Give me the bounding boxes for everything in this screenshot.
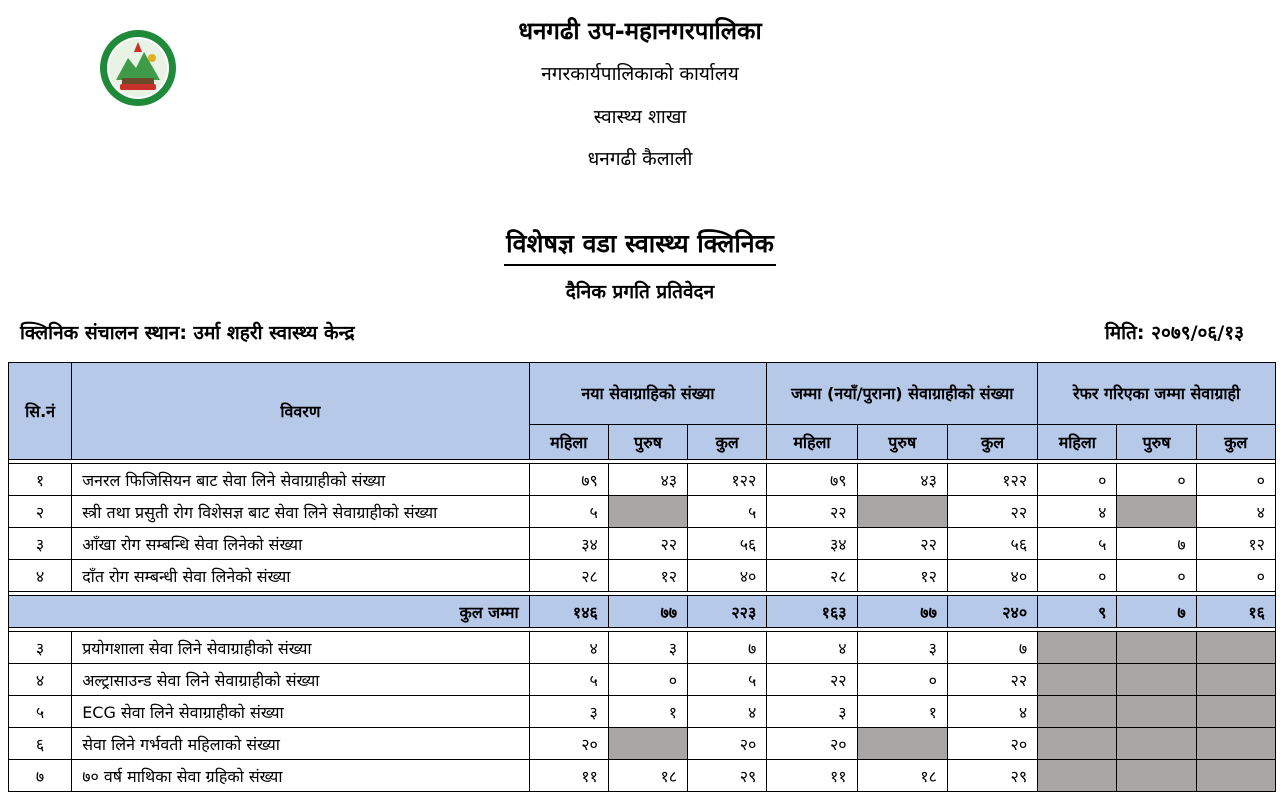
cell-value: २०: [688, 728, 767, 760]
cell-not-applicable: [1196, 728, 1275, 760]
progress-report-table: [8, 362, 1276, 792]
cell-not-applicable: [1117, 696, 1196, 728]
cell-value: ७: [1117, 528, 1196, 560]
cell-value: २९: [947, 760, 1037, 792]
row-desc: प्रयोगशाला सेवा लिने सेवाग्राहीको संख्या: [72, 632, 529, 664]
cell-value: २२: [767, 664, 857, 696]
cell-value: ३: [767, 696, 857, 728]
sub-header-male: पुरुष: [1117, 425, 1196, 460]
cell-not-applicable: [1117, 664, 1196, 696]
cell-value: ५: [688, 496, 767, 528]
sub-header-female: महिला: [1038, 425, 1117, 460]
sub-header-female: महिला: [767, 425, 857, 460]
total-value: १४६: [529, 596, 608, 628]
sub-header-male: पुरुष: [608, 425, 687, 460]
cell-value: २२: [857, 528, 947, 560]
group-header-refer: रेफर गरिएका जम्मा सेवाग्राही: [1038, 363, 1276, 425]
cell-not-applicable: [1196, 760, 1275, 792]
cell-value: १८: [608, 760, 687, 792]
total-value: ९: [1038, 596, 1117, 628]
row-desc: ECG सेवा लिने सेवाग्राहीको संख्या: [72, 696, 529, 728]
table-row: [9, 728, 1276, 760]
cell-value: ०: [857, 664, 947, 696]
table-row: [9, 760, 1276, 792]
cell-not-applicable: [1038, 696, 1117, 728]
cell-not-applicable: [1038, 632, 1117, 664]
office-name: नगरकार्यपालिकाको कार्यालय: [541, 63, 739, 85]
cell-value: ३४: [767, 528, 857, 560]
cell-value: ५: [529, 664, 608, 696]
clinic-location: क्लिनिक संचालन स्थान: उर्मा शहरी स्वास्थ्य केन्द्र: [20, 322, 355, 344]
cell-value: १: [608, 696, 687, 728]
cell-not-applicable: [1196, 696, 1275, 728]
sub-header-total: कुल: [688, 425, 767, 460]
cell-value: ०: [1117, 560, 1196, 592]
table-row: [9, 496, 1276, 528]
total-value: ७७: [608, 596, 687, 628]
cell-value: २०: [529, 728, 608, 760]
cell-not-applicable: [1117, 760, 1196, 792]
cell-value: १२२: [947, 464, 1037, 496]
sub-header-female: महिला: [529, 425, 608, 460]
row-desc: ७० वर्ष माथिका सेवा ग्रहिको संख्या: [72, 760, 529, 792]
cell-value: ०: [1196, 464, 1275, 496]
cell-not-applicable: [1117, 496, 1196, 528]
cell-value: २८: [767, 560, 857, 592]
cell-value: ४: [1196, 496, 1275, 528]
cell-value: ५६: [688, 528, 767, 560]
clinic-title: [0, 226, 1280, 260]
row-sn: ३: [9, 632, 72, 664]
row-desc: स्त्री तथा प्रसुती रोग विशेसज्ञ बाट सेवा लिने सेवाग्राहीको संख्या: [72, 496, 529, 528]
cell-value: २०: [767, 728, 857, 760]
cell-value: २९: [688, 760, 767, 792]
col-header-sn: सि.नं: [9, 363, 72, 460]
row-sn: ४: [9, 560, 72, 592]
cell-value: ७९: [767, 464, 857, 496]
cell-not-applicable: [1196, 664, 1275, 696]
group-header-total: जम्मा (नयाँ/पुराना) सेवाग्राहीको संख्या: [767, 363, 1038, 425]
total-value: १६३: [767, 596, 857, 628]
cell-value: ४: [688, 696, 767, 728]
sub-header-total: कुल: [1196, 425, 1275, 460]
cell-value: १८: [857, 760, 947, 792]
table-row: [9, 632, 1276, 664]
cell-value: १२२: [688, 464, 767, 496]
row-sn: ६: [9, 728, 72, 760]
cell-value: ११: [767, 760, 857, 792]
row-sn: ३: [9, 528, 72, 560]
cell-not-applicable: [1038, 760, 1117, 792]
total-row: [9, 596, 1276, 628]
row-desc: दाँत रोग सम्बन्धी सेवा लिनेको संख्या: [72, 560, 529, 592]
row-desc: आँखा रोग सम्बन्धि सेवा लिनेको संख्या: [72, 528, 529, 560]
cell-value: ०: [1117, 464, 1196, 496]
cell-value: ३४: [529, 528, 608, 560]
cell-value: २२: [767, 496, 857, 528]
cell-not-applicable: [1117, 632, 1196, 664]
cell-not-applicable: [857, 496, 947, 528]
clinic-title-text: विशेषज्ञ वडा स्वास्थ्य क्लिनिक: [504, 229, 776, 266]
cell-value: ५६: [947, 528, 1037, 560]
cell-value: ४३: [857, 464, 947, 496]
col-header-desc: विवरण: [72, 363, 529, 460]
cell-not-applicable: [1196, 632, 1275, 664]
sub-header-total: कुल: [947, 425, 1037, 460]
cell-value: ४: [947, 696, 1037, 728]
row-sn: ७: [9, 760, 72, 792]
cell-value: १२: [1196, 528, 1275, 560]
total-value: २४०: [947, 596, 1037, 628]
cell-value: ०: [1038, 560, 1117, 592]
cell-value: ४: [529, 632, 608, 664]
table-row: [9, 560, 1276, 592]
cell-value: ५: [529, 496, 608, 528]
cell-value: ४: [1038, 496, 1117, 528]
address: धनगढी कैलाली: [587, 148, 693, 170]
row-sn: १: [9, 464, 72, 496]
row-sn: २: [9, 496, 72, 528]
cell-value: २२: [947, 664, 1037, 696]
total-value: ७७: [857, 596, 947, 628]
cell-value: ०: [608, 664, 687, 696]
row-sn: ४: [9, 664, 72, 696]
total-value: ७: [1117, 596, 1196, 628]
section-name: स्वास्थ्य शाखा: [593, 106, 687, 128]
cell-value: १: [857, 696, 947, 728]
cell-value: २८: [529, 560, 608, 592]
cell-value: ४०: [947, 560, 1037, 592]
cell-not-applicable: [608, 728, 687, 760]
cell-value: ७९: [529, 464, 608, 496]
cell-value: ४०: [688, 560, 767, 592]
row-desc: जनरल फिजिसियन बाट सेवा लिने सेवाग्राहीको संख्या: [72, 464, 529, 496]
cell-value: २०: [947, 728, 1037, 760]
cell-value: २२: [947, 496, 1037, 528]
table-row: [9, 664, 1276, 696]
cell-not-applicable: [1117, 728, 1196, 760]
cell-value: ५: [688, 664, 767, 696]
row-desc: सेवा लिने गर्भवती महिलाको संख्या: [72, 728, 529, 760]
cell-value: ११: [529, 760, 608, 792]
total-value: १६: [1196, 596, 1275, 628]
cell-value: ३: [529, 696, 608, 728]
table-row: [9, 528, 1276, 560]
cell-value: ५: [1038, 528, 1117, 560]
cell-value: ०: [1196, 560, 1275, 592]
cell-value: ३: [608, 632, 687, 664]
sub-header-male: पुरुष: [857, 425, 947, 460]
table-row: [9, 696, 1276, 728]
cell-value: १२: [608, 560, 687, 592]
cell-not-applicable: [608, 496, 687, 528]
row-sn: ५: [9, 696, 72, 728]
cell-value: ४: [767, 632, 857, 664]
cell-value: ०: [1038, 464, 1117, 496]
cell-not-applicable: [1038, 664, 1117, 696]
report-title: दैनिक प्रगति प्रतिवेदन: [565, 281, 715, 303]
total-value: २२३: [688, 596, 767, 628]
group-header-new: नया सेवाग्राहिको संख्या: [529, 363, 767, 425]
cell-not-applicable: [857, 728, 947, 760]
cell-not-applicable: [1038, 728, 1117, 760]
report-date: मिति: २०७९/०६/१३: [1104, 322, 1244, 344]
cell-value: ४३: [608, 464, 687, 496]
table-row: [9, 464, 1276, 496]
cell-value: ३: [857, 632, 947, 664]
municipality-name: धनगढी उप-महानगरपालिका: [518, 17, 762, 45]
cell-value: २२: [608, 528, 687, 560]
cell-value: ७: [947, 632, 1037, 664]
row-desc: अल्ट्रासाउन्ड सेवा लिने सेवाग्राहीको संख्या: [72, 664, 529, 696]
cell-value: १२: [857, 560, 947, 592]
cell-value: ७: [688, 632, 767, 664]
total-label: कुल जम्मा: [9, 596, 530, 628]
